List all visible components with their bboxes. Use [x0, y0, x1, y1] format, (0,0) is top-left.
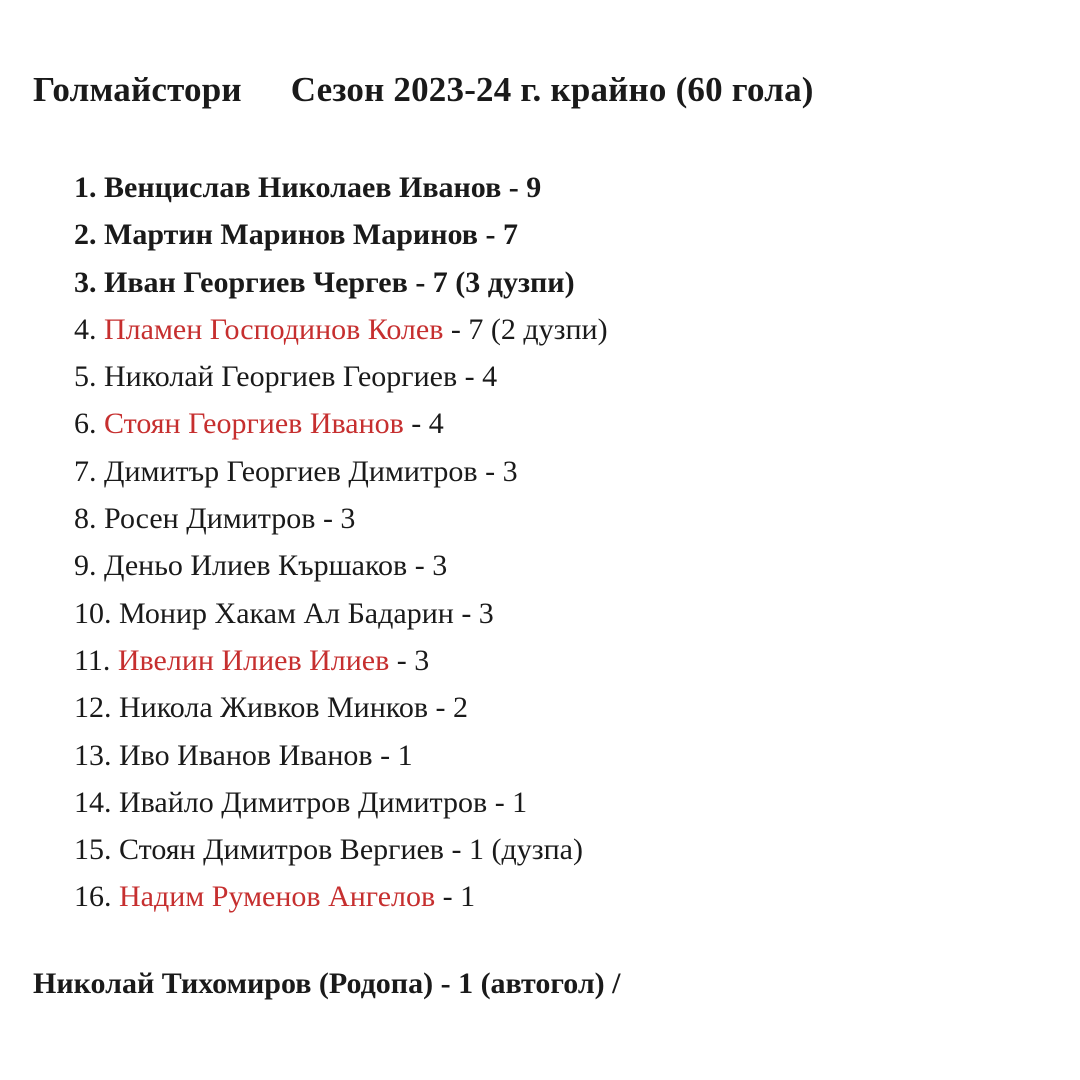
scorer-row	[74, 164, 608, 211]
scorer-goals: - 7	[477, 218, 518, 252]
scorer-goals: - 4	[403, 407, 444, 441]
scorer-rank: 10.	[74, 596, 112, 630]
own-goal-note: Николай Тихомиров (Родопа) - 1 (автогол) /	[33, 967, 621, 1000]
scorer-row	[74, 353, 608, 400]
scorer-rank: 3.	[74, 265, 97, 299]
title-text: Голмайстори	[33, 70, 242, 109]
season-text: Сезон 2023-24 г. крайно (60 гола)	[290, 70, 814, 109]
scorer-row	[74, 732, 608, 779]
scorer-name: Росен Димитров	[104, 502, 316, 536]
scorer-rank: 6.	[74, 407, 97, 441]
scorer-row	[74, 590, 608, 637]
scorer-name: Деньо Илиев Кършаков	[104, 549, 408, 583]
scorer-goals: - 3	[315, 502, 356, 536]
scorer-name: Иво Иванов Иванов	[119, 738, 373, 772]
scorer-goals: - 2	[427, 691, 468, 725]
scorer-goals: - 1	[372, 738, 413, 772]
scorer-name: Ивелин Илиев Илиев	[117, 643, 390, 677]
scorer-name: Ивайло Димитров Димитров	[119, 785, 488, 819]
scorer-row	[74, 400, 608, 447]
scorer-goals: - 1 (дузпа)	[443, 833, 583, 867]
scorer-rank: 9.	[74, 549, 97, 583]
scorer-rank: 15.	[74, 833, 112, 867]
scorer-rank: 7.	[74, 454, 97, 488]
scorer-row	[74, 448, 608, 495]
scorer-goals: - 1	[435, 880, 476, 914]
scorer-rank: 12.	[74, 691, 112, 725]
scorer-row	[74, 779, 608, 826]
scorer-row	[74, 211, 608, 258]
scorer-goals: - 3	[407, 549, 448, 583]
scorer-row	[74, 873, 608, 920]
scorer-row	[74, 826, 608, 873]
scorer-row	[74, 306, 608, 353]
scorer-name: Мартин Маринов Маринов	[104, 218, 478, 252]
scorer-name: Никола Живков Минков	[119, 691, 428, 725]
scorer-rank: 11.	[74, 643, 111, 677]
scorer-rank: 5.	[74, 360, 97, 394]
scorer-name: Николай Георгиев Георгиев	[104, 360, 458, 394]
scorer-name: Стоян Георгиев Иванов	[104, 407, 404, 441]
scorer-row	[74, 495, 608, 542]
scorer-goals: - 7 (2 дузпи)	[443, 312, 608, 346]
scorer-rank: 8.	[74, 502, 97, 536]
scorer-rank: 4.	[74, 312, 97, 346]
scorer-goals: - 3	[389, 643, 430, 677]
scorers-list	[74, 164, 608, 921]
scorer-row	[74, 637, 608, 684]
scorer-name: Надим Руменов Ангелов	[119, 880, 436, 914]
scorer-name: Венцислав Николаев Иванов	[104, 171, 502, 204]
scorer-goals: - 1	[487, 785, 528, 819]
scorer-name: Иван Георгиев Чергев	[104, 265, 408, 299]
scorer-goals: - 3	[477, 454, 518, 488]
scorer-rank: 1.	[74, 171, 97, 204]
scorer-row	[74, 542, 608, 589]
scorer-name: Монир Хакам Ал Бадарин	[119, 596, 454, 630]
scorer-goals: - 9	[501, 171, 542, 204]
scorer-rank: 16.	[74, 880, 112, 914]
scorer-goals: - 7 (3 дузпи)	[407, 265, 575, 299]
scorer-rank: 13.	[74, 738, 112, 772]
scorer-goals: - 4	[457, 360, 498, 394]
scorer-row	[74, 684, 608, 731]
scorer-rank: 2.	[74, 218, 97, 252]
scorer-name: Стоян Димитров Вергиев	[119, 833, 444, 867]
scorer-goals: - 3	[453, 596, 494, 630]
scorer-name: Димитър Георгиев Димитров	[104, 454, 478, 488]
page-title	[33, 70, 814, 110]
scorer-rank: 14.	[74, 785, 112, 819]
scorer-row	[74, 259, 608, 306]
scorer-name: Пламен Господинов Колев	[104, 312, 444, 346]
